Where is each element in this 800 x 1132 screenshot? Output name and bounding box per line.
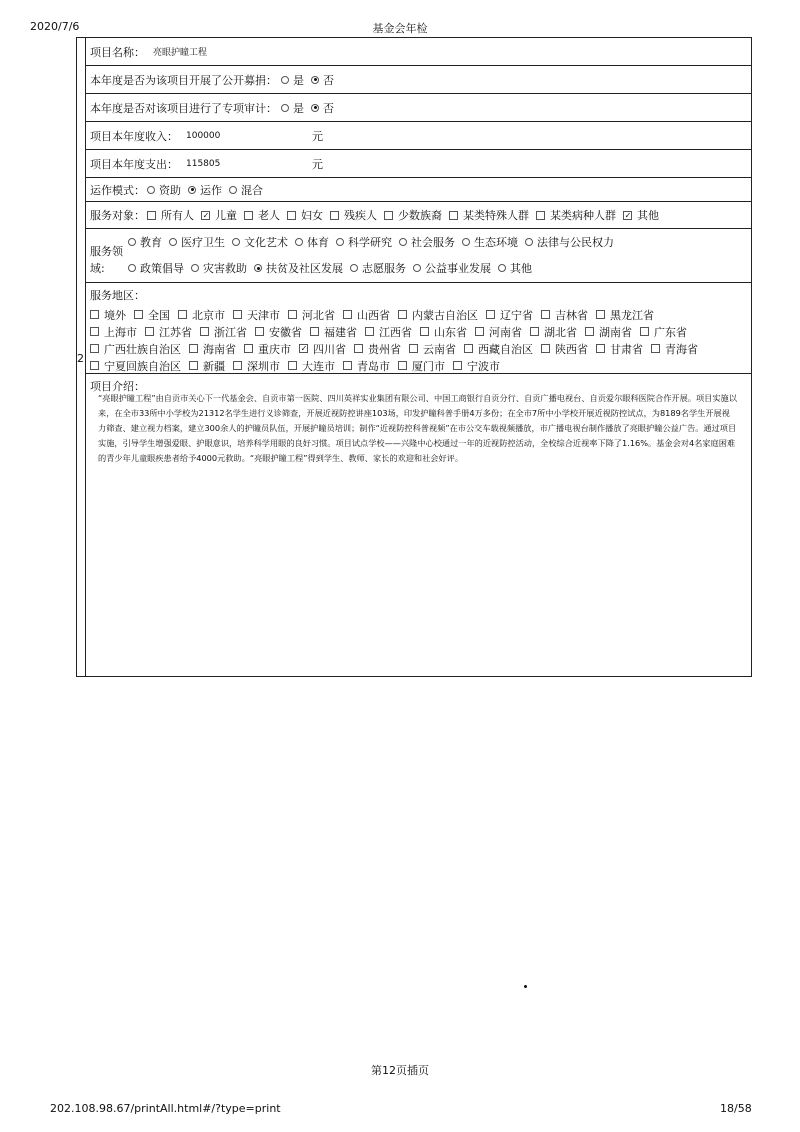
service-field-option-label: 政策倡导 xyxy=(140,262,184,275)
checkbox-unchecked[interactable] xyxy=(287,211,296,220)
service-target-option[interactable] xyxy=(384,207,442,223)
service-field-option[interactable] xyxy=(295,234,329,250)
public-fundraising-option[interactable] xyxy=(311,72,334,88)
checkbox-unchecked[interactable] xyxy=(398,310,407,319)
service-field-option[interactable] xyxy=(128,234,162,250)
region-option[interactable] xyxy=(541,307,588,323)
region-option[interactable] xyxy=(134,307,170,323)
region-option-label: 山东省 xyxy=(434,325,467,339)
region-line xyxy=(90,306,747,323)
radio-unchecked[interactable] xyxy=(413,264,421,272)
special-audit-option[interactable] xyxy=(281,100,304,116)
radio-unchecked[interactable] xyxy=(336,238,344,246)
service-field-option-label: 扶贫及社区发展 xyxy=(266,262,343,275)
service-field-option[interactable] xyxy=(191,260,247,276)
region-option-label: 内蒙古自治区 xyxy=(412,308,478,322)
checkbox-checked[interactable] xyxy=(623,211,632,220)
checkbox-unchecked[interactable] xyxy=(354,344,363,353)
special-audit-options xyxy=(281,100,341,116)
expense-value: 115805 xyxy=(186,158,221,169)
service-fields-label: 服务领 域: xyxy=(90,245,123,275)
checkbox-unchecked[interactable] xyxy=(420,327,429,336)
intro-text: “亮眼护瞳工程”由自贡市关心下一代基金会、自贡市第一医院、四川英祥实业集团有限公司、中国工商银行自贡分行、自贡广播电视台、自贡爱尔眼科医院合作开展。项目实施以来，在全市33所中小学校为21312名学生进行义诊筛查，开展近视防控讲座103场，印发护瞳科普手册4万多份；在全市7所中小学校开展近视防控试点，为8189名学生开展视力筛查、建立视力档案，建立300余人的护瞳员队伍，开展护瞳员培训；制作“近视防控科普视频”在市公交车载视频播放，市广播电视台制作播放了亮眼护瞳公益广告。通过项目实施，引导学生增强爱眼、护眼意识，培养科学用眼的良好习惯。项目试点学校——兴隆中心校通过一年的近视防控活动，全校综合近视率下降了1.16%。基金会对4名家庭困难的青少年儿童眼疾患者给予4000元救助。“亮眼护瞳工程”得到学生、教师、家长的欢迎和社会好评。 xyxy=(98,393,737,463)
checkbox-unchecked[interactable] xyxy=(189,344,198,353)
service-field-option-label: 文化艺术 xyxy=(244,236,288,249)
service-target-option-label: 妇女 xyxy=(301,209,323,222)
special-audit-option-label: 否 xyxy=(323,101,334,115)
checkbox-unchecked[interactable] xyxy=(200,327,209,336)
project-name-label: 项目名称： xyxy=(90,45,145,59)
checkbox-unchecked[interactable] xyxy=(90,327,99,336)
service-target-option-label: 某类特殊人群 xyxy=(463,209,529,222)
region-option-label: 湖南省 xyxy=(599,325,632,339)
region-option-label: 新疆 xyxy=(203,359,225,373)
operation-mode-option[interactable] xyxy=(229,182,263,198)
service-target-option[interactable] xyxy=(287,207,323,223)
service-targets-options xyxy=(147,207,666,223)
checkbox-unchecked[interactable] xyxy=(147,211,156,220)
operation-mode-option-label: 混合 xyxy=(241,183,263,197)
region-option-label: 宁夏回族自治区 xyxy=(104,359,181,373)
region-option-label: 福建省 xyxy=(324,325,357,339)
public-fundraising-label: 本年度是否为该项目开展了公开募捐： xyxy=(90,73,277,87)
page-count: 18/58 xyxy=(720,1102,752,1115)
checkbox-unchecked[interactable] xyxy=(640,327,649,336)
region-option-label: 广西壮族自治区 xyxy=(104,342,181,356)
radio-unchecked[interactable] xyxy=(281,76,289,84)
stray-mark xyxy=(524,985,527,988)
region-option[interactable] xyxy=(90,341,181,357)
checkbox-unchecked[interactable] xyxy=(541,310,550,319)
checkbox-unchecked[interactable] xyxy=(145,327,154,336)
checkbox-unchecked[interactable] xyxy=(398,361,407,370)
income-label: 项目本年度收入： xyxy=(90,129,178,143)
region-option[interactable] xyxy=(585,324,632,340)
service-target-option-label: 某类病种人群 xyxy=(550,209,616,222)
radio-unchecked[interactable] xyxy=(525,238,533,246)
region-option[interactable] xyxy=(343,358,390,374)
region-option-label: 江西省 xyxy=(379,325,412,339)
service-field-option-label: 其他 xyxy=(510,262,532,275)
project-name-value: 亮眼护瞳工程 xyxy=(153,48,208,58)
service-targets-row xyxy=(86,202,751,229)
service-target-option-label: 其他 xyxy=(637,209,659,222)
region-option[interactable] xyxy=(233,307,280,323)
checkbox-unchecked[interactable] xyxy=(90,361,99,370)
intro-section xyxy=(86,374,751,676)
checkbox-unchecked[interactable] xyxy=(255,327,264,336)
operation-mode-label: 运作模式： xyxy=(90,183,145,197)
service-regions-label: 服务地区： xyxy=(90,289,145,302)
service-field-option[interactable] xyxy=(232,234,288,250)
region-option[interactable] xyxy=(453,358,500,374)
checkbox-unchecked[interactable] xyxy=(244,344,253,353)
region-option[interactable] xyxy=(255,324,302,340)
checkbox-checked[interactable] xyxy=(299,344,308,353)
checkbox-unchecked[interactable] xyxy=(536,211,545,220)
radio-checked[interactable] xyxy=(254,264,262,272)
service-field-option[interactable] xyxy=(350,260,406,276)
service-field-option-label: 法律与公民权力 xyxy=(537,236,614,249)
checkbox-unchecked[interactable] xyxy=(343,310,352,319)
checkbox-unchecked[interactable] xyxy=(651,344,660,353)
region-option-label: 广东省 xyxy=(654,325,687,339)
service-fields-line2 xyxy=(128,260,539,276)
checkbox-unchecked[interactable] xyxy=(233,361,242,370)
special-audit-row xyxy=(86,94,751,122)
checkbox-unchecked[interactable] xyxy=(288,361,297,370)
row-number: 2 xyxy=(77,352,84,365)
checkbox-unchecked[interactable] xyxy=(596,344,605,353)
service-regions-row xyxy=(86,283,751,374)
expense-unit: 元 xyxy=(312,157,323,171)
radio-unchecked[interactable] xyxy=(350,264,358,272)
region-option-label: 河南省 xyxy=(489,325,522,339)
region-option-label: 湖北省 xyxy=(544,325,577,339)
service-field-option[interactable] xyxy=(498,260,532,276)
region-option[interactable] xyxy=(189,358,225,374)
region-option[interactable] xyxy=(651,341,698,357)
region-option[interactable] xyxy=(233,358,280,374)
project-form xyxy=(76,37,752,677)
region-option-label: 黑龙江省 xyxy=(610,308,654,322)
radio-unchecked[interactable] xyxy=(281,104,289,112)
service-field-option[interactable] xyxy=(336,234,392,250)
radio-unchecked[interactable] xyxy=(498,264,506,272)
special-audit-option[interactable] xyxy=(311,100,334,116)
operation-mode-option-label: 资助 xyxy=(159,183,181,197)
public-fundraising-option-label: 否 xyxy=(323,73,334,87)
region-option-label: 江苏省 xyxy=(159,325,192,339)
service-fields-row xyxy=(86,229,751,283)
region-option-label: 上海市 xyxy=(104,325,137,339)
intro-label: 项目介绍： xyxy=(90,380,145,393)
region-option-label: 全国 xyxy=(148,308,170,322)
checkbox-unchecked[interactable] xyxy=(330,211,339,220)
region-option-label: 山西省 xyxy=(357,308,390,322)
checkbox-unchecked[interactable] xyxy=(134,310,143,319)
checkbox-unchecked[interactable] xyxy=(189,361,198,370)
service-target-option-label: 少数族裔 xyxy=(398,209,442,222)
region-option-label: 辽宁省 xyxy=(500,308,533,322)
radio-unchecked[interactable] xyxy=(462,238,470,246)
region-line xyxy=(90,323,747,340)
service-field-option[interactable] xyxy=(254,260,343,276)
region-option-label: 天津市 xyxy=(247,308,280,322)
region-option[interactable] xyxy=(310,324,357,340)
service-field-option-label: 志愿服务 xyxy=(362,262,406,275)
service-target-option-label: 儿童 xyxy=(215,209,237,222)
public-fundraising-option-label: 是 xyxy=(293,73,304,87)
service-target-option[interactable] xyxy=(147,207,194,223)
region-line xyxy=(90,357,747,374)
region-option[interactable] xyxy=(596,307,654,323)
region-option[interactable] xyxy=(189,341,236,357)
radio-unchecked[interactable] xyxy=(169,238,177,246)
region-option[interactable] xyxy=(398,307,478,323)
checkbox-checked[interactable] xyxy=(201,211,210,220)
region-option[interactable] xyxy=(299,341,346,357)
checkbox-unchecked[interactable] xyxy=(288,310,297,319)
operation-mode-option[interactable] xyxy=(147,182,181,198)
service-field-option[interactable] xyxy=(128,260,184,276)
region-option[interactable] xyxy=(596,341,643,357)
operation-mode-option[interactable] xyxy=(188,182,222,198)
region-option-label: 吉林省 xyxy=(555,308,588,322)
region-option[interactable] xyxy=(244,341,291,357)
checkbox-unchecked[interactable] xyxy=(409,344,418,353)
income-row xyxy=(86,122,751,150)
region-option[interactable] xyxy=(365,324,412,340)
expense-row xyxy=(86,150,751,178)
service-field-option-label: 生态环境 xyxy=(474,236,518,249)
checkbox-unchecked[interactable] xyxy=(585,327,594,336)
service-field-option-label: 社会服务 xyxy=(411,236,455,249)
service-field-option-label: 灾害救助 xyxy=(203,262,247,275)
checkbox-unchecked[interactable] xyxy=(449,211,458,220)
service-regions-options xyxy=(90,306,747,374)
region-option[interactable] xyxy=(90,358,181,374)
checkbox-unchecked[interactable] xyxy=(596,310,605,319)
checkbox-unchecked[interactable] xyxy=(90,310,99,319)
service-field-option[interactable] xyxy=(169,234,225,250)
region-option-label: 深圳市 xyxy=(247,359,280,373)
checkbox-unchecked[interactable] xyxy=(343,361,352,370)
checkbox-unchecked[interactable] xyxy=(178,310,187,319)
operation-mode-row xyxy=(86,178,751,202)
service-field-option[interactable] xyxy=(413,260,491,276)
checkbox-unchecked[interactable] xyxy=(530,327,539,336)
radio-unchecked[interactable] xyxy=(128,264,136,272)
region-option[interactable] xyxy=(398,358,445,374)
service-target-option-label: 老人 xyxy=(258,209,280,222)
service-field-option[interactable] xyxy=(462,234,518,250)
checkbox-unchecked[interactable] xyxy=(486,310,495,319)
radio-unchecked[interactable] xyxy=(232,238,240,246)
region-option-label: 青岛市 xyxy=(357,359,390,373)
checkbox-unchecked[interactable] xyxy=(90,344,99,353)
region-option-label: 厦门市 xyxy=(412,359,445,373)
service-field-option[interactable] xyxy=(399,234,455,250)
service-field-option-label: 科学研究 xyxy=(348,236,392,249)
region-option[interactable] xyxy=(464,341,533,357)
region-option-label: 重庆市 xyxy=(258,342,291,356)
region-option[interactable] xyxy=(343,307,390,323)
region-option-label: 西藏自治区 xyxy=(478,342,533,356)
region-option[interactable] xyxy=(90,307,126,323)
checkbox-unchecked[interactable] xyxy=(244,211,253,220)
region-option-label: 海南省 xyxy=(203,342,236,356)
region-option-label: 北京市 xyxy=(192,308,225,322)
radio-checked[interactable] xyxy=(188,186,196,194)
checkbox-unchecked[interactable] xyxy=(233,310,242,319)
service-target-option[interactable] xyxy=(244,207,280,223)
checkbox-unchecked[interactable] xyxy=(464,344,473,353)
radio-unchecked[interactable] xyxy=(229,186,237,194)
checkbox-unchecked[interactable] xyxy=(475,327,484,336)
radio-unchecked[interactable] xyxy=(147,186,155,194)
region-option-label: 河北省 xyxy=(302,308,335,322)
checkbox-unchecked[interactable] xyxy=(310,327,319,336)
page-note: 第12页插页 xyxy=(371,1064,429,1077)
checkbox-unchecked[interactable] xyxy=(541,344,550,353)
service-fields-line1 xyxy=(128,234,621,250)
region-option-label: 青海省 xyxy=(665,342,698,356)
radio-unchecked[interactable] xyxy=(295,238,303,246)
service-target-option-label: 残疾人 xyxy=(344,209,377,222)
service-field-option[interactable] xyxy=(525,234,614,250)
service-field-option-label: 体育 xyxy=(307,236,329,249)
special-audit-option-label: 是 xyxy=(293,101,304,115)
public-fundraising-options xyxy=(281,72,341,88)
project-name-row xyxy=(86,38,751,66)
service-targets-label: 服务对象： xyxy=(90,209,145,222)
region-option[interactable] xyxy=(145,324,192,340)
income-unit: 元 xyxy=(312,129,323,143)
service-field-option-label: 医疗卫生 xyxy=(181,236,225,249)
special-audit-label: 本年度是否对该项目进行了专项审计： xyxy=(90,101,277,115)
radio-unchecked[interactable] xyxy=(128,238,136,246)
region-option-label: 宁波市 xyxy=(467,359,500,373)
service-target-option[interactable] xyxy=(330,207,377,223)
checkbox-unchecked[interactable] xyxy=(453,361,462,370)
service-target-option[interactable] xyxy=(623,207,659,223)
region-option-label: 陕西省 xyxy=(555,342,588,356)
page-title: 基金会年检 xyxy=(372,22,428,35)
region-option[interactable] xyxy=(530,324,577,340)
income-value: 100000 xyxy=(186,130,221,141)
public-fundraising-option[interactable] xyxy=(281,72,304,88)
region-option-label: 大连市 xyxy=(302,359,335,373)
region-option-label: 贵州省 xyxy=(368,342,401,356)
operation-mode-options xyxy=(147,182,270,198)
checkbox-unchecked[interactable] xyxy=(365,327,374,336)
service-target-option[interactable] xyxy=(201,207,237,223)
region-option[interactable] xyxy=(354,341,401,357)
region-option-label: 境外 xyxy=(104,308,126,322)
region-option[interactable] xyxy=(178,307,225,323)
service-field-option-label: 公益事业发展 xyxy=(425,262,491,275)
region-option[interactable] xyxy=(90,324,137,340)
operation-mode-option-label: 运作 xyxy=(200,183,222,197)
service-target-option[interactable] xyxy=(449,207,529,223)
radio-checked[interactable] xyxy=(311,104,319,112)
region-option-label: 安徽省 xyxy=(269,325,302,339)
checkbox-unchecked[interactable] xyxy=(384,211,393,220)
expense-label: 项目本年度支出： xyxy=(90,157,178,171)
region-option-label: 浙江省 xyxy=(214,325,247,339)
region-option-label: 甘肃省 xyxy=(610,342,643,356)
region-option[interactable] xyxy=(420,324,467,340)
region-option[interactable] xyxy=(409,341,456,357)
radio-unchecked[interactable] xyxy=(399,238,407,246)
region-option-label: 四川省 xyxy=(313,342,346,356)
region-option[interactable] xyxy=(475,324,522,340)
region-option[interactable] xyxy=(541,341,588,357)
region-line xyxy=(90,340,747,357)
radio-checked[interactable] xyxy=(311,76,319,84)
print-date: 2020/7/6 xyxy=(30,20,80,33)
region-option[interactable] xyxy=(486,307,533,323)
service-field-option-label: 教育 xyxy=(140,236,162,249)
region-option[interactable] xyxy=(288,358,335,374)
service-target-option-label: 所有人 xyxy=(161,209,194,222)
service-target-option[interactable] xyxy=(536,207,616,223)
radio-unchecked[interactable] xyxy=(191,264,199,272)
region-option-label: 云南省 xyxy=(423,342,456,356)
region-option[interactable] xyxy=(288,307,335,323)
region-option[interactable] xyxy=(640,324,687,340)
public-fundraising-row xyxy=(86,66,751,94)
region-option[interactable] xyxy=(200,324,247,340)
row-number-column xyxy=(77,38,86,676)
print-url: 202.108.98.67/printAll.html#/?type=print xyxy=(50,1102,281,1115)
